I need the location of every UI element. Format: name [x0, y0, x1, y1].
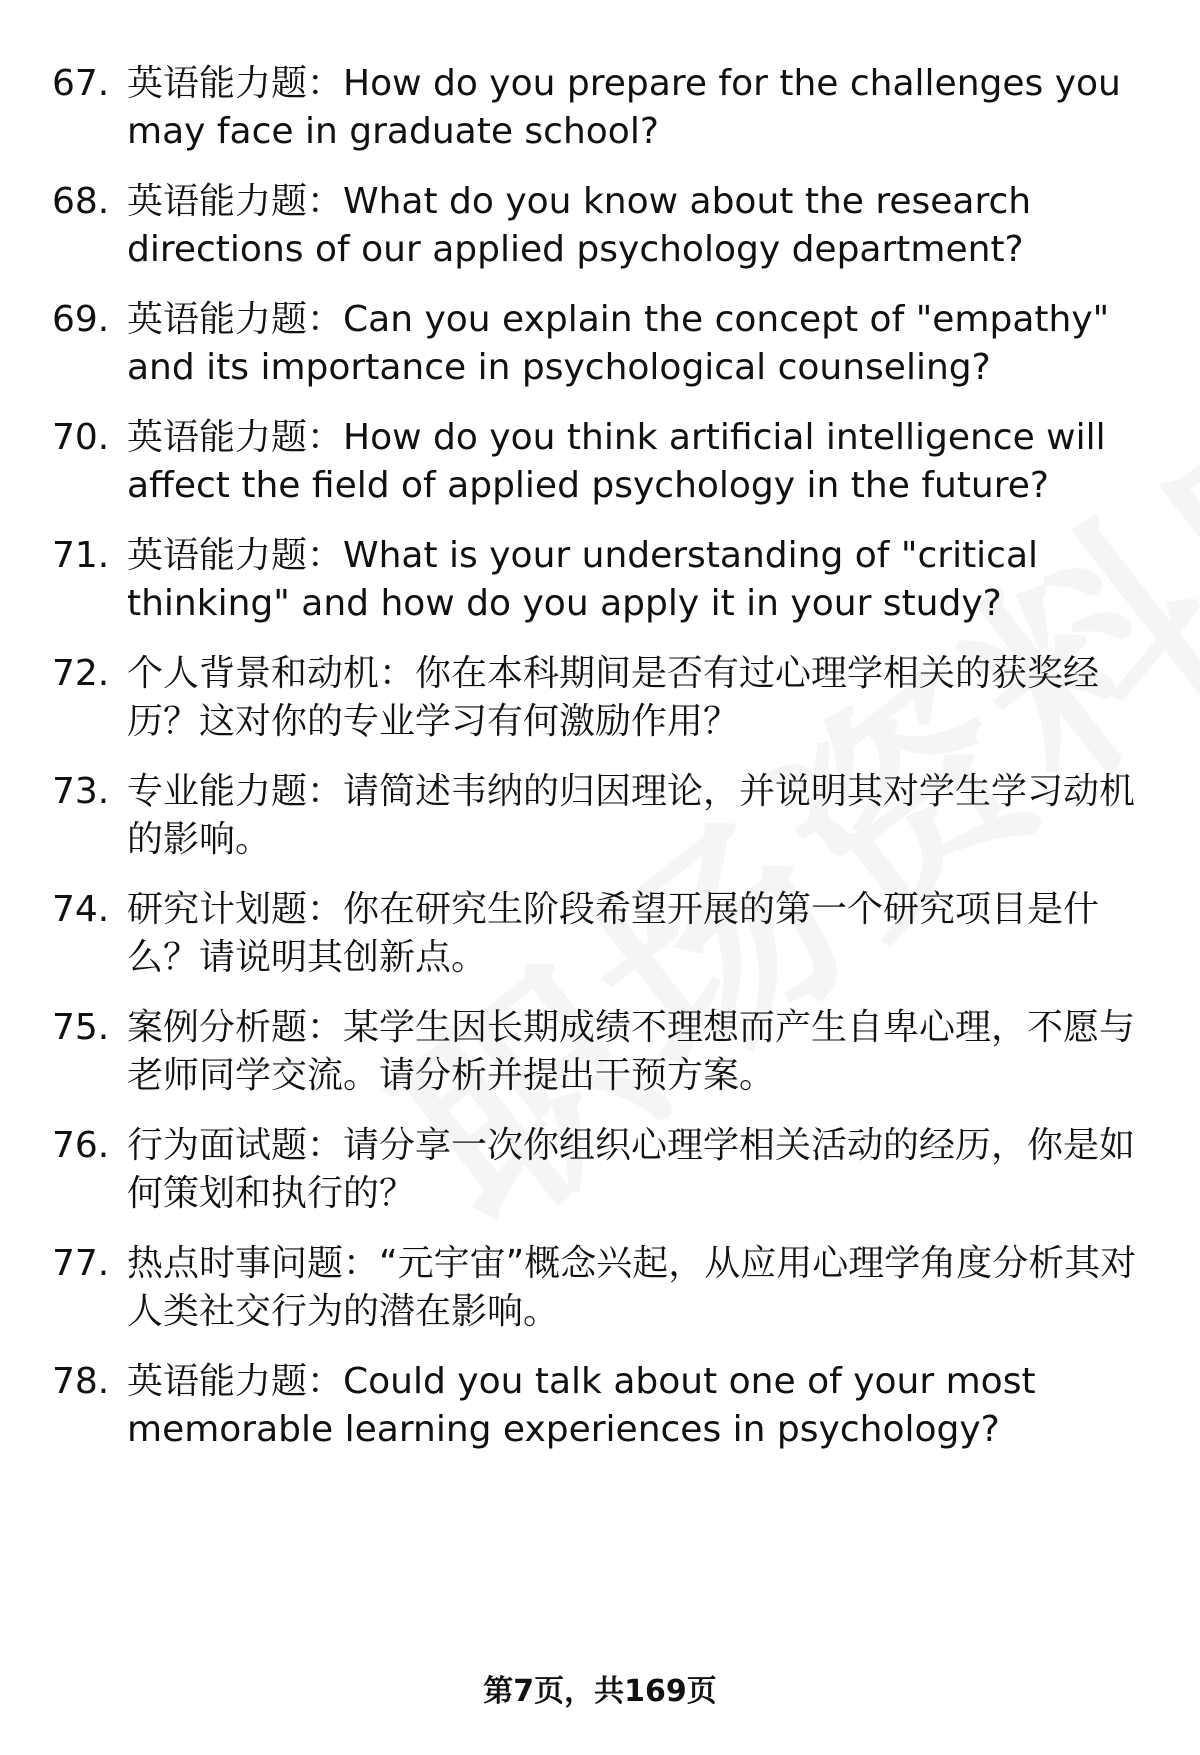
question-number: 77.: [52, 1243, 110, 1284]
question-text: 英语能力题：What do you know about the research directions of our applied psychology department?: [127, 181, 1032, 270]
question-number: 76.: [52, 1125, 110, 1166]
question-number: 71.: [52, 535, 110, 576]
question-text: 英语能力题：What is your understanding of "critical thinking" and how do you apply it in your study?: [127, 535, 1039, 624]
question-text: 个人背景和动机：你在本科期间是否有过心理学相关的获奖经历？这对你的专业学习有何激励作用？: [127, 653, 1100, 742]
question-text: 行为面试题：请分享一次你组织心理学相关活动的经历，你是如何策划和执行的？: [127, 1125, 1136, 1214]
question-number: 68.: [52, 181, 110, 222]
question-number: 72.: [52, 653, 110, 694]
question-number: 67.: [52, 63, 110, 104]
question-text: 英语能力题：Could you talk about one of your most memorable learning experiences in psychology?: [127, 1361, 1036, 1450]
question-text: 英语能力题：How do you think artificial intelligence will affect the field of applied psychology in the future?: [127, 417, 1106, 506]
question-text: 专业能力题：请简述韦纳的归因理论，并说明其对学生学习动机的影响。: [127, 771, 1136, 860]
question-text: 热点时事问题：“元宇宙”概念兴起，从应用心理学角度分析其对人类社交行为的潜在影响。: [127, 1243, 1137, 1332]
page-footer: 第7页，共169页: [483, 1674, 717, 1709]
question-number: 75.: [52, 1007, 110, 1048]
question-number: 74.: [52, 889, 110, 930]
question-number: 69.: [52, 299, 110, 340]
question-text: 英语能力题：Can you explain the concept of "empathy" and its importance in psychological counseling?: [127, 299, 1110, 388]
question-number: 70.: [52, 417, 110, 458]
question-number: 78.: [52, 1361, 110, 1402]
question-text: 研究计划题：你在研究生阶段希望开展的第一个研究项目是什么？请说明其创新点。: [127, 889, 1100, 978]
question-text: 英语能力题：How do you prepare for the challenges you may face in graduate school?: [127, 63, 1121, 152]
question-text: 案例分析题：某学生因长期成绩不理想而产生自卑心理，不愿与老师同学交流。请分析并提出干预方案。: [127, 1007, 1136, 1096]
question-number: 73.: [52, 771, 110, 812]
